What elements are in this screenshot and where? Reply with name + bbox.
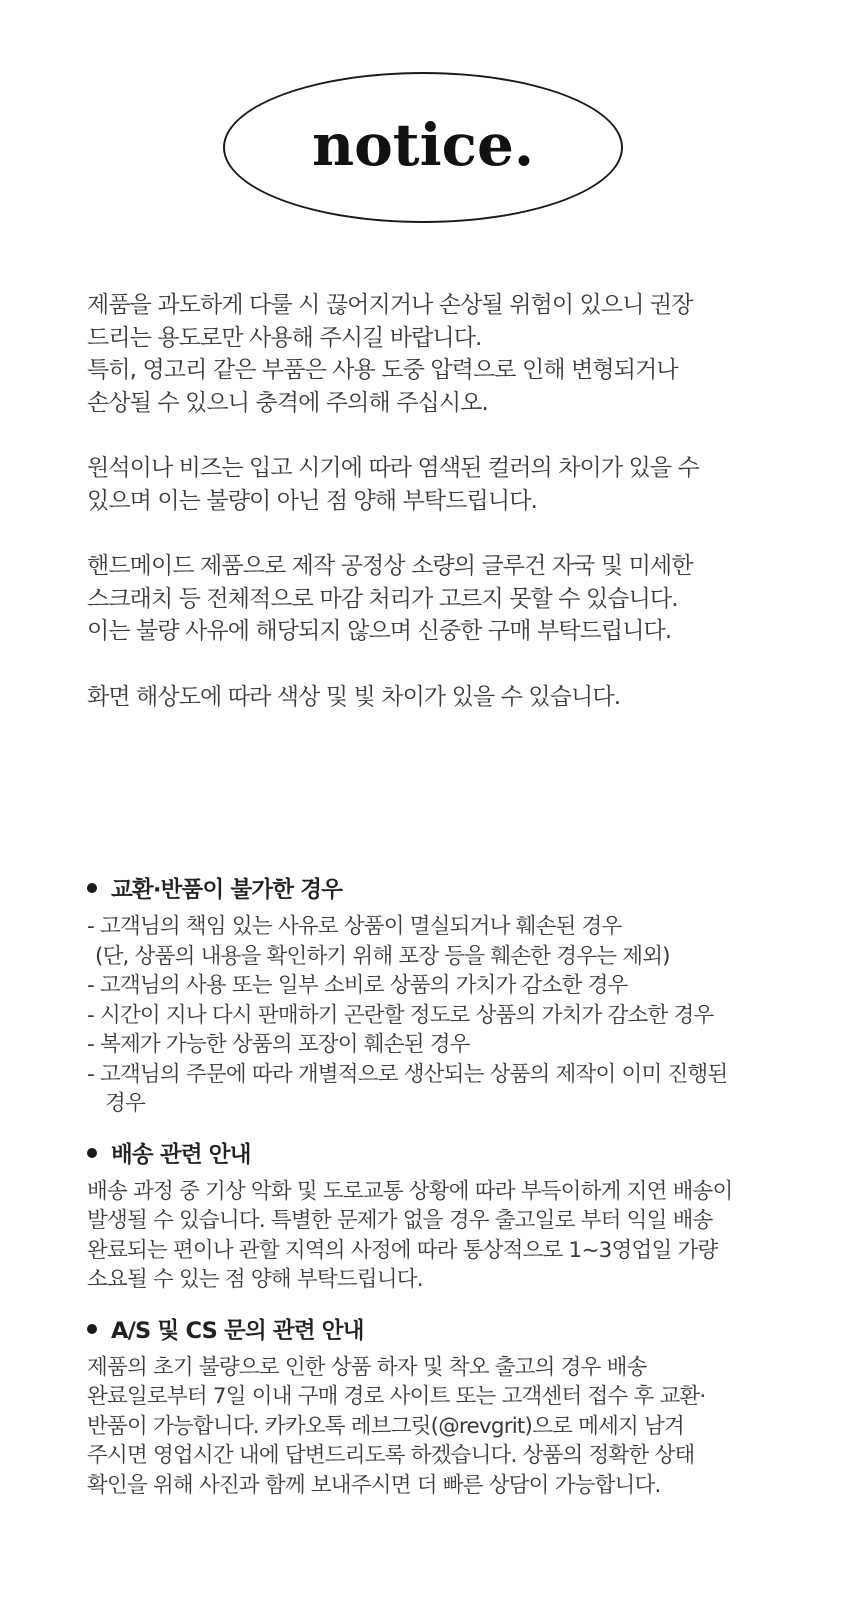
paragraph-line: 특히, 영고리 같은 부품은 사용 도중 압력으로 인해 변형되거나 <box>87 357 678 383</box>
list-item: - 복제가 가능한 상품의 포장이 훼손된 경우 <box>87 1032 470 1057</box>
paragraph-line: 배송 과정 중 기상 악화 및 도로교통 상황에 따라 부득이하게 지연 배송이 <box>87 1178 733 1204</box>
paragraph-line: 발생될 수 있습니다. 특별한 문제가 없을 경우 출고일로 부터 익일 배송 <box>87 1208 713 1233</box>
paragraph-line: 이는 불량 사유에 해당되지 않으며 신중한 구매 부탁드립니다. <box>87 618 672 644</box>
paragraph-line: 제품의 초기 불량으로 인한 상품 하자 및 착오 출고의 경우 배송 <box>87 1354 647 1380</box>
paragraph-line: 드리는 용도로만 사용해 주시길 바랍니다. <box>87 324 482 351</box>
exchange-section <box>87 870 787 1119</box>
notice-title-badge <box>223 72 623 223</box>
page-title: notice. <box>311 110 535 179</box>
paragraph-line: 반품이 가능합니다. 카카오톡 레브그릿(@revgrit)으로 메세지 남겨 <box>87 1413 684 1439</box>
care-paragraph <box>87 289 779 419</box>
paragraph-line: 스크래치 등 전체적으로 마감 처리가 고르지 못할 수 있습니다. <box>87 585 678 612</box>
paragraph-line: 제품을 과도하게 다룰 시 끊어지거나 손상될 위험이 있으니 권장 <box>87 292 693 318</box>
bullet-icon <box>87 883 97 893</box>
section-title: 교환·반품이 불가한 경우 <box>111 877 343 903</box>
list-item: - 시간이 지나 다시 판매하기 곤란할 정도로 상품의 가치가 감소한 경우 <box>87 1002 714 1028</box>
section-title: A/S 및 CS 문의 관련 안내 <box>111 1317 364 1344</box>
paragraph-line: 완료되는 편이나 관할 지역의 사정에 따라 통상적으로 1~3영업일 가량 <box>87 1237 718 1263</box>
paragraph-line: 원석이나 비즈는 입고 시기에 따라 염색된 컬러의 차이가 있을 수 <box>87 455 699 481</box>
as-cs-section <box>87 1311 787 1501</box>
paragraph-line: 소요될 수 있는 점 양해 부탁드립니다. <box>87 1267 423 1292</box>
intro-notice <box>87 289 779 746</box>
paragraph-line: 화면 해상도에 따라 색상 및 빛 차이가 있을 수 있습니다. <box>87 683 621 710</box>
section-heading <box>87 1311 787 1347</box>
paragraph-line: 주시면 영업시간 내에 답변드리도록 하겠습니다. 상품의 정확한 상태 <box>87 1443 695 1468</box>
section-heading <box>87 870 787 906</box>
paragraph-line: 완료일로부터 7일 이내 구매 경로 사이트 또는 고객센터 접수 후 교환· <box>87 1384 706 1409</box>
list-item: - 고객님의 사용 또는 일부 소비로 상품의 가치가 감소한 경우 <box>87 973 628 998</box>
bullet-icon <box>87 1324 97 1334</box>
bullet-icon <box>87 1148 97 1158</box>
paragraph-line: 손상될 수 있으니 충격에 주의해 주십시오. <box>87 389 488 416</box>
section-title: 배송 관련 안내 <box>111 1141 251 1168</box>
color-paragraph <box>87 452 779 517</box>
list-item: - 고객님의 주문에 따라 개별적으로 생산되는 상품의 제작이 이미 진행된 <box>87 1061 728 1087</box>
paragraph-line: 확인을 위해 사진과 함께 보내주시면 더 빠른 상담이 가능합니다. <box>87 1472 661 1498</box>
display-paragraph <box>87 681 779 714</box>
delivery-section <box>87 1135 787 1295</box>
list-item: - 고객님의 책임 있는 사유로 상품이 멸실되거나 훼손된 경우 <box>87 914 622 939</box>
list-item-continuation: 경우 <box>105 1091 145 1116</box>
handmade-paragraph <box>87 550 779 648</box>
section-heading <box>87 1135 787 1171</box>
policy-sections <box>87 870 787 1516</box>
paragraph-line: 핸드메이드 제품으로 제작 공정상 소량의 글루건 자국 및 미세한 <box>87 553 693 579</box>
paragraph-line: 있으며 이는 불량이 아닌 점 양해 부탁드립니다. <box>87 487 537 514</box>
list-item-note: (단, 상품의 내용을 확인하기 위해 포장 등을 훼손한 경우는 제외) <box>95 943 670 969</box>
